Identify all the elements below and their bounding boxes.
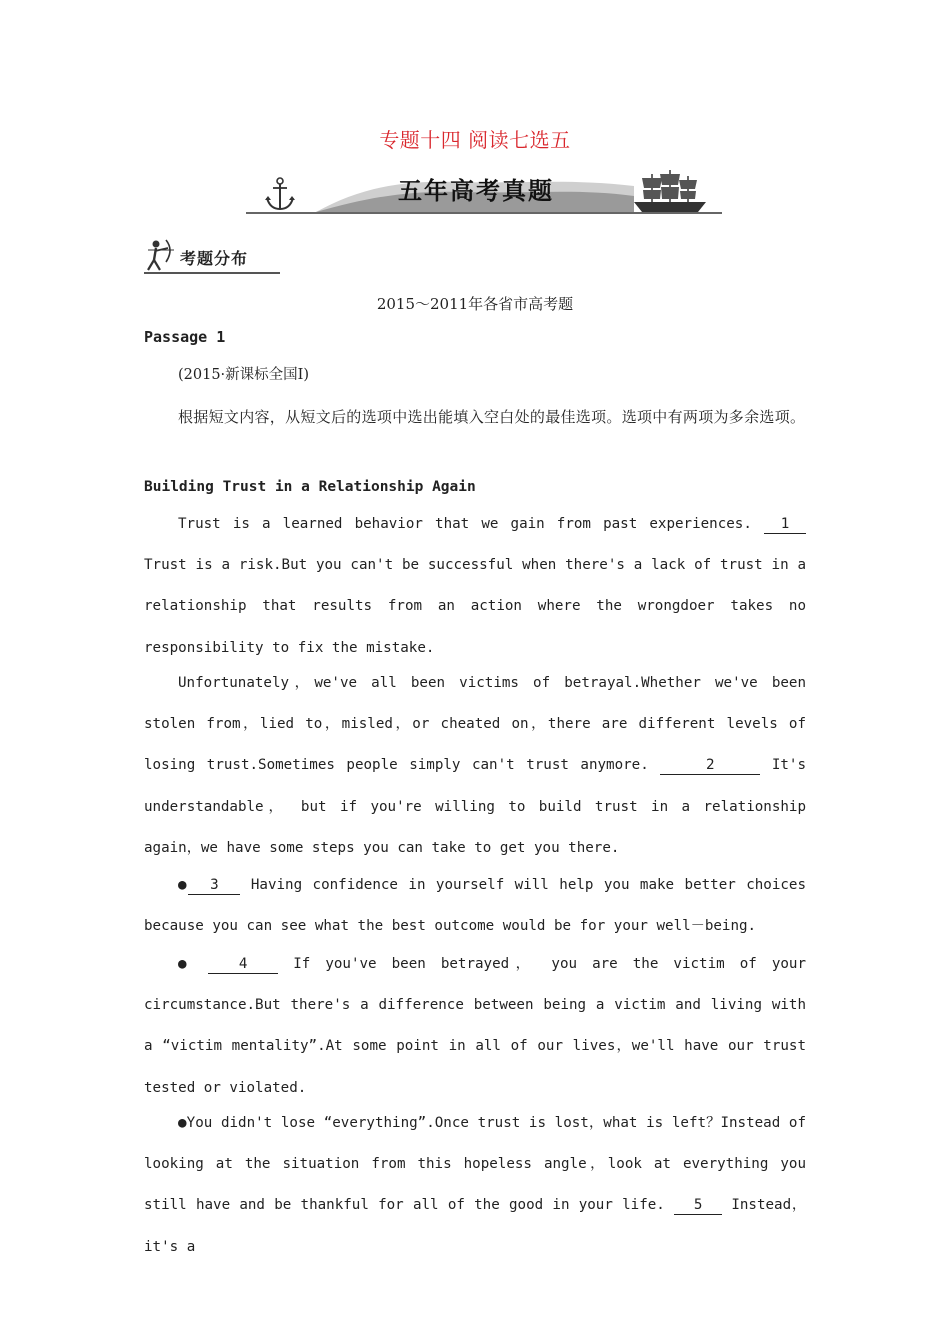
bullet: ●	[178, 956, 194, 972]
passage-heading: Building Trust in a Relationship Again	[144, 479, 476, 495]
sailing-ship-icon	[630, 170, 710, 214]
paragraph-text: Unfortunately，we've all been victims of betrayal.Whether we've been stolen from，lied to，misled，or cheated on，there are different levels of losing trust.Sometimes people simply can't trust anymore.	[144, 675, 806, 774]
paragraph-text: Instead，it's a	[144, 1197, 807, 1255]
paragraph-text: ●You didn't lose “everything”.Once trust is lost，what is left？Instead of looking at the situation from this hopeless angle，look at everything you still have and be thankful for all of the good in your life.	[144, 1115, 806, 1214]
answer-blank-1[interactable]: 1	[764, 515, 806, 534]
anchor-icon	[262, 176, 298, 212]
answer-blank-3[interactable]: 3	[188, 876, 240, 895]
paragraph-1	[144, 504, 806, 669]
paragraph-4	[144, 944, 806, 1109]
answer-blank-2[interactable]: 2	[660, 756, 760, 775]
page-title: 专题十四 阅读七选五	[379, 128, 571, 152]
section-title: 考题分布	[180, 249, 249, 268]
section-rule	[144, 272, 280, 274]
source-subtitle: 2015～2011年各省市高考题	[376, 295, 574, 313]
section-header	[144, 238, 284, 278]
banner-title: 五年高考真题	[398, 177, 554, 205]
archer-icon	[144, 238, 178, 274]
instructions-text: 根据短文内容，从短文后的选项中选出能填入空白处的最佳选项。选项中有两项为多余选项。	[178, 408, 806, 426]
paragraph-text: If you've been betrayed， you are the victim of your circumstance.But there's a difference between being a victim and living with a “victim mentality”.At some point in all of our lives，we'll have our trust tested or violated.	[144, 956, 807, 1096]
paragraph-text: It's understandable， but if you're willing to build trust in a relationship again，we have some steps you can take to get you there.	[144, 757, 806, 856]
paragraph-text: Having confidence in yourself will help you make better choices because you can see what the best outcome would be for your well－being.	[144, 877, 806, 935]
banner-rule	[246, 212, 722, 214]
passage-label: Passage 1	[144, 328, 226, 346]
bullet: ●	[178, 877, 189, 893]
exam-banner	[246, 170, 722, 218]
paragraph-2	[144, 663, 806, 869]
paragraph-5	[144, 1103, 806, 1268]
exam-source: (2015·新课标全国Ⅰ)	[178, 367, 310, 383]
paragraph-text: Trust is a learned behavior that we gain from past experiences.	[178, 516, 752, 532]
paragraph-text: Trust is a risk.But you can't be successful when there's a lack of trust in a relationship that results from an action where the wrongdoer takes no responsibility to fix the mistake.	[144, 557, 806, 656]
paragraph-3	[144, 865, 806, 947]
answer-blank-4[interactable]: 4	[208, 955, 278, 974]
answer-blank-5[interactable]: 5	[674, 1196, 722, 1215]
